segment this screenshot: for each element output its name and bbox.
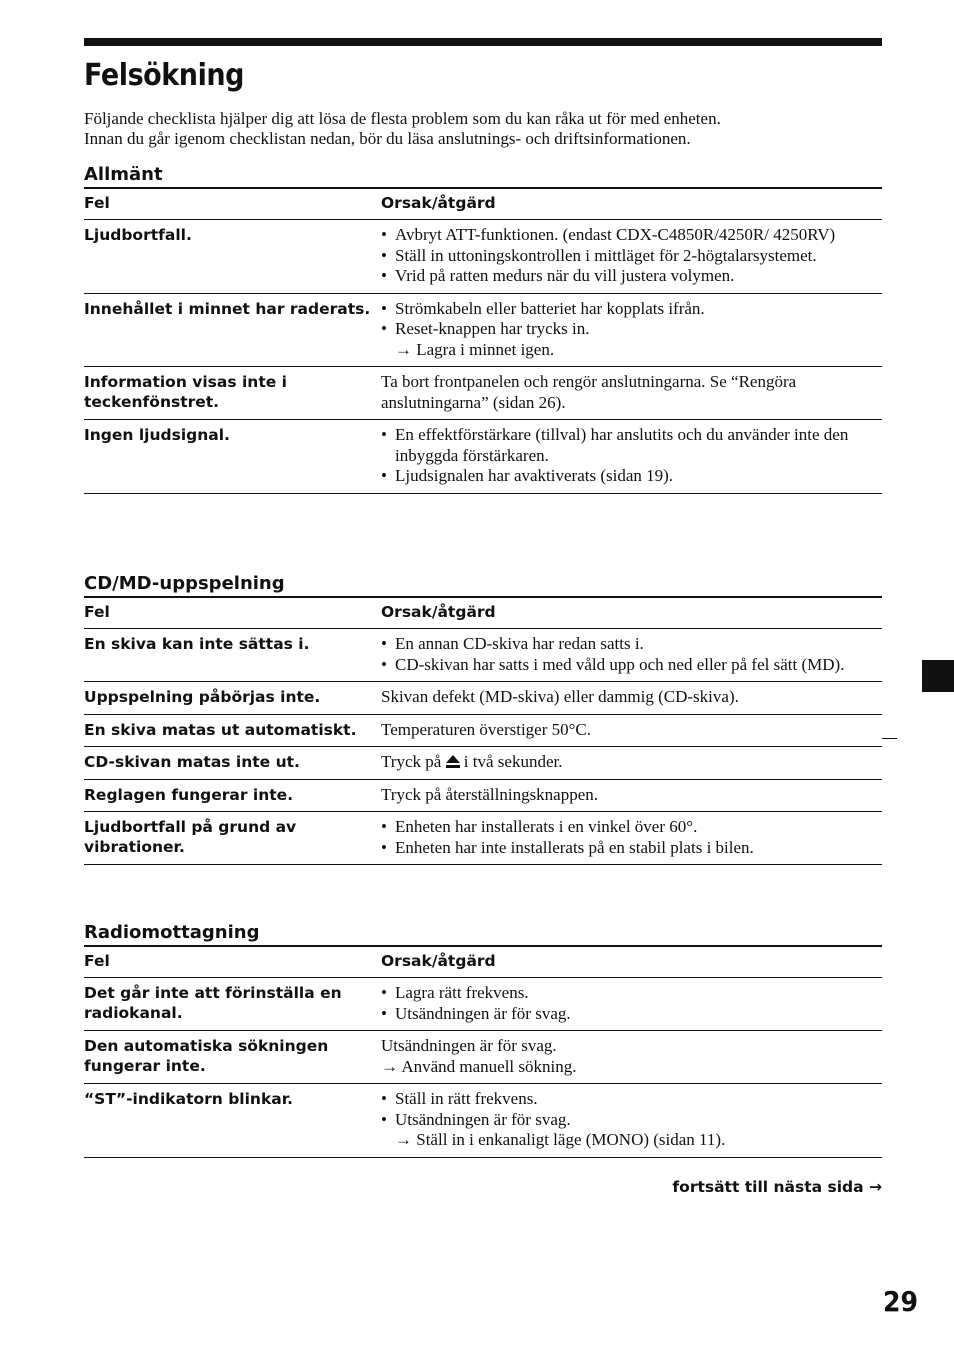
table-row (84, 1031, 882, 1084)
section-cdmd (84, 573, 882, 865)
bullet-text: Ställ in uttoningskontrollen i mittläget för 2-högtalarsystemet. (395, 245, 817, 265)
page-title: Felsökning (84, 58, 245, 93)
bullet-icon: • (381, 983, 387, 1002)
continue-note (672, 1178, 882, 1196)
top-rule (84, 38, 882, 46)
right-arrow-icon: → (395, 339, 412, 359)
section-heading: Allmänt (84, 164, 163, 185)
fel-cell: CD-skivan matas inte ut. (84, 747, 381, 780)
bullet-icon: • (381, 425, 387, 444)
fel-cell: Reglagen fungerar inte. (84, 779, 381, 812)
orsak-cell (381, 420, 882, 494)
orsak-text: Utsändningen är för svag. (381, 1036, 557, 1055)
bullet-text: En annan CD-skiva har redan satts i. (395, 634, 644, 653)
col-orsak: Orsak/åtgärd (381, 946, 882, 978)
table-row (84, 293, 882, 367)
table-row (84, 420, 882, 494)
bullet-icon: • (381, 298, 387, 318)
bullet-text: Strömkabeln eller batteriet har kopplats ifrån. (395, 298, 705, 318)
bullet-icon: • (381, 225, 387, 244)
section-heading: Radiomottagning (84, 922, 260, 943)
col-fel: Fel (84, 188, 381, 220)
arrow-text: Lagra i minnet igen. (416, 339, 555, 359)
fel-cell: Information visas inte i teckenfönstret. (84, 367, 381, 420)
bullet-icon: • (381, 1109, 387, 1129)
fel-cell: Innehållet i minnet har raderats. (84, 293, 381, 367)
table-allmant (84, 187, 882, 494)
fel-cell: Det går inte att förinställa en radiokanal. (84, 978, 381, 1031)
orsak-cell (381, 1031, 882, 1084)
continue-text: fortsätt till nästa sida (672, 1178, 864, 1196)
bullet-text: Utsändningen är för svag. (395, 1003, 571, 1023)
bullet-icon: • (381, 634, 387, 653)
bullet-text: Enheten har inte installerats på en stabil plats i bilen. (395, 837, 754, 857)
bullet-text: Vrid på ratten medurs när du vill justera volymen. (395, 266, 735, 285)
bullet-icon: • (381, 245, 387, 265)
fel-cell: Ingen ljudsignal. (84, 420, 381, 494)
fel-cell: Uppspelning påbörjas inte. (84, 682, 381, 715)
right-arrow-icon: → (869, 1178, 882, 1196)
arrow-text: Använd manuell sökning. (401, 1056, 577, 1076)
intro-line-2: Innan du går igenom checklistan nedan, bör du läsa anslutnings- och driftsinformationen. (84, 129, 691, 148)
fel-cell: Ljudbortfall. (84, 220, 381, 294)
bullet-text: Avbryt ATT-funktionen. (endast CDX-C4850R/4250R/ 4250RV) (395, 225, 836, 244)
row-divider-extension (882, 738, 897, 739)
orsak-cell (381, 978, 882, 1031)
table-row (84, 220, 882, 294)
orsak-cell: Skivan defekt (MD-skiva) eller dammig (CD-skiva). (381, 682, 882, 715)
fel-cell: “ST”-indikatorn blinkar. (84, 1084, 381, 1158)
table-header (84, 188, 882, 220)
bullet-text: En effektförstärkare (tillval) har anslutits och du använder inte den inbyggda förstärkaren. (395, 425, 849, 465)
section-heading: CD/MD-uppspelning (84, 573, 285, 594)
bullet-icon: • (381, 466, 387, 485)
bullet-text: Enheten har installerats i en vinkel över 60°. (395, 817, 698, 836)
right-arrow-icon: → (395, 1130, 412, 1149)
bullet-text: CD-skivan har satts i med våld upp och ned eller på fel sätt (MD). (395, 654, 845, 674)
bullet-icon: • (381, 654, 387, 674)
table-header (84, 597, 882, 629)
right-arrow-icon: → (381, 1056, 398, 1076)
table-row (84, 367, 882, 420)
table-header (84, 946, 882, 978)
table-row (84, 747, 882, 780)
table-row (84, 1084, 882, 1158)
orsak-cell (381, 812, 882, 865)
table-row (84, 629, 882, 682)
page-number: 29 (883, 1285, 919, 1318)
page (84, 38, 882, 1196)
col-orsak: Orsak/åtgärd (381, 597, 882, 629)
orsak-cell (381, 220, 882, 294)
table-row (84, 714, 882, 747)
bullet-icon: • (381, 817, 387, 836)
orsak-cell (381, 629, 882, 682)
fel-cell: Den automatiska sökningen fungerar inte. (84, 1031, 381, 1084)
col-orsak: Orsak/åtgärd (381, 188, 882, 220)
orsak-cell: Tryck på återställningsknappen. (381, 779, 882, 812)
table-cdmd (84, 596, 882, 865)
intro-line-1: Följande checklista hjälper dig att lösa de flesta problem som du kan råka ut för med enheten. (84, 109, 721, 128)
eject-icon (446, 755, 460, 768)
col-fel: Fel (84, 597, 381, 629)
section-radio (84, 922, 882, 1158)
bullet-text: Ljudsignalen har avaktiverats (sidan 19). (395, 466, 674, 485)
orsak-cell (381, 1084, 882, 1158)
bullet-icon: • (381, 319, 387, 338)
bullet-icon: • (381, 266, 387, 285)
table-row (84, 812, 882, 865)
fel-cell: En skiva kan inte sättas i. (84, 629, 381, 682)
bullet-text: Reset-knappen har trycks in. (395, 319, 590, 338)
orsak-cell (381, 747, 882, 780)
arrow-text: Ställ in i enkanaligt läge (MONO) (sidan 11). (416, 1130, 726, 1149)
orsak-cell (381, 293, 882, 367)
bullet-icon: • (381, 837, 387, 857)
bullet-text: Ställ in rätt frekvens. (395, 1089, 538, 1108)
table-row (84, 682, 882, 715)
bullet-text: Utsändningen är för svag. (395, 1109, 571, 1129)
table-row (84, 978, 882, 1031)
section-tab-marker (922, 660, 954, 692)
intro (84, 109, 882, 149)
bullet-icon: • (381, 1003, 387, 1023)
col-fel: Fel (84, 946, 381, 978)
fel-cell: Ljudbortfall på grund av vibrationer. (84, 812, 381, 865)
orsak-text-pre: Tryck på (381, 752, 442, 771)
bullet-text: Lagra rätt frekvens. (395, 983, 529, 1002)
orsak-cell: Temperaturen överstiger 50°C. (381, 714, 882, 747)
bullet-icon: • (381, 1089, 387, 1108)
fel-cell: En skiva matas ut automatiskt. (84, 714, 381, 747)
orsak-text-post: i två sekunder. (463, 752, 563, 771)
section-allmant (84, 164, 882, 494)
orsak-cell: Ta bort frontpanelen och rengör anslutningarna. Se “Rengöra anslutningarna” (sidan 26). (381, 367, 882, 420)
table-radio (84, 945, 882, 1158)
table-row (84, 779, 882, 812)
